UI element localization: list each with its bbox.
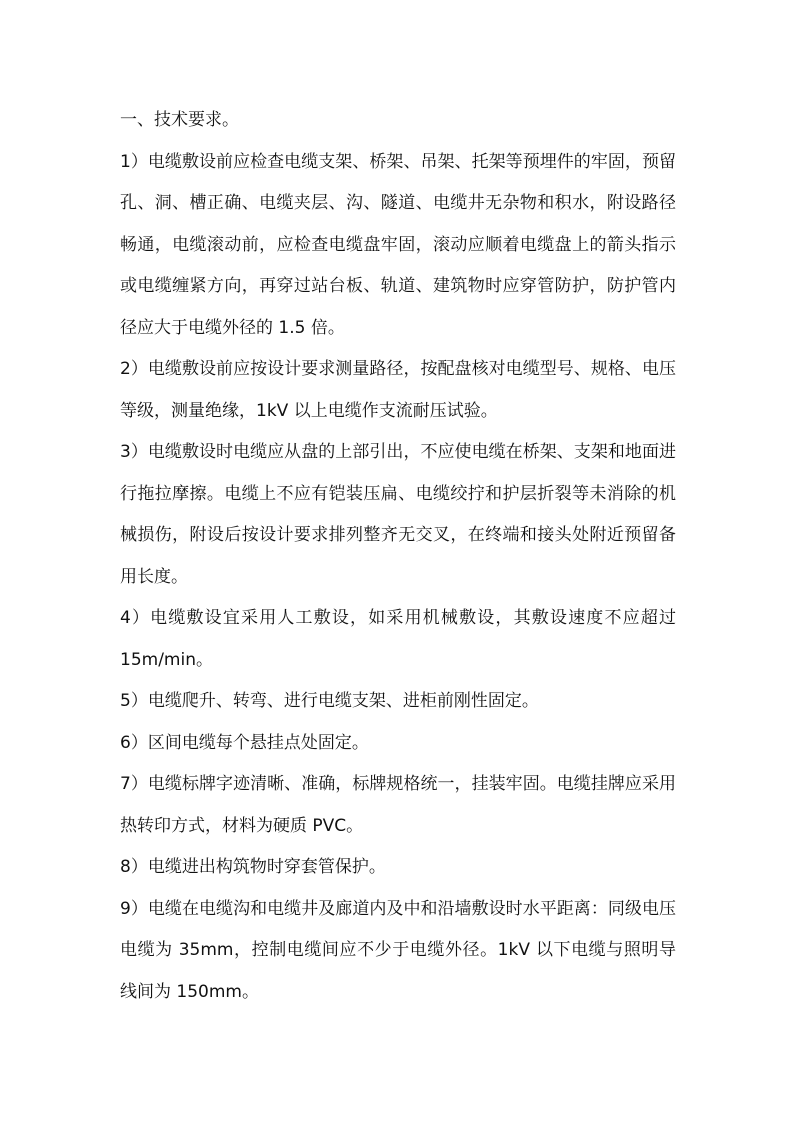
requirement-item-7: 7）电缆标牌字迹清晰、准确，标牌规格统一，挂装牢固。电缆挂牌应采用热转印方式，材料为硬质 PVC。 xyxy=(120,774,676,836)
requirement-item-3: 3）电缆敷设时电缆应从盘的上部引出，不应使电缆在桥架、支架和地面进行拖拉摩擦。电缆上不应有铠装压扁、电缆绞拧和护层折裂等未消除的机械损伤，附设后按设计要求排列整齐无交叉，在终端和接头处附近预留备用长度。 xyxy=(120,442,676,587)
requirement-item-2: 2）电缆敷设前应按设计要求测量路径，按配盘核对电缆型号、规格、电压等级，测量绝缘，1kV 以上电缆作支流耐压试验。 xyxy=(120,359,676,421)
requirement-item-1: 1）电缆敷设前应检查电缆支架、桥架、吊架、托架等预埋件的牢固，预留孔、洞、槽正确、电缆夹层、沟、隧道、电缆井无杂物和积水，附设路径畅通，电缆滚动前，应检查电缆盘牢固，滚动应顺着电缆盘上的箭头指示或电缆缠紧方向，再穿过站台板、轨道、建筑物时应穿管防护，防护管内径应大于电缆外径的 1.5 倍。 xyxy=(120,151,676,338)
requirement-item-5: 5）电缆爬升、转弯、进行电缆支架、进柜前刚性固定。 xyxy=(120,691,539,711)
requirement-item-4: 4）电缆敷设宜采用人工敷设，如采用机械敷设，其敷设速度不应超过 15m/min。 xyxy=(120,608,676,670)
section-heading: 一、技术要求。 xyxy=(120,110,239,130)
requirement-item-6: 6）区间电缆每个悬挂点处固定。 xyxy=(120,732,369,753)
requirement-item-9: 9）电缆在电缆沟和电缆井及廊道内及中和沿墙敷设时水平距离：同级电压电缆为 35mm，控制电缆间应不少于电缆外径。1kV 以下电缆与照明导线间为 150mm。 xyxy=(120,898,676,1002)
requirement-item-8: 8）电缆进出构筑物时穿套管保护。 xyxy=(120,857,386,877)
document-body xyxy=(120,100,676,1013)
